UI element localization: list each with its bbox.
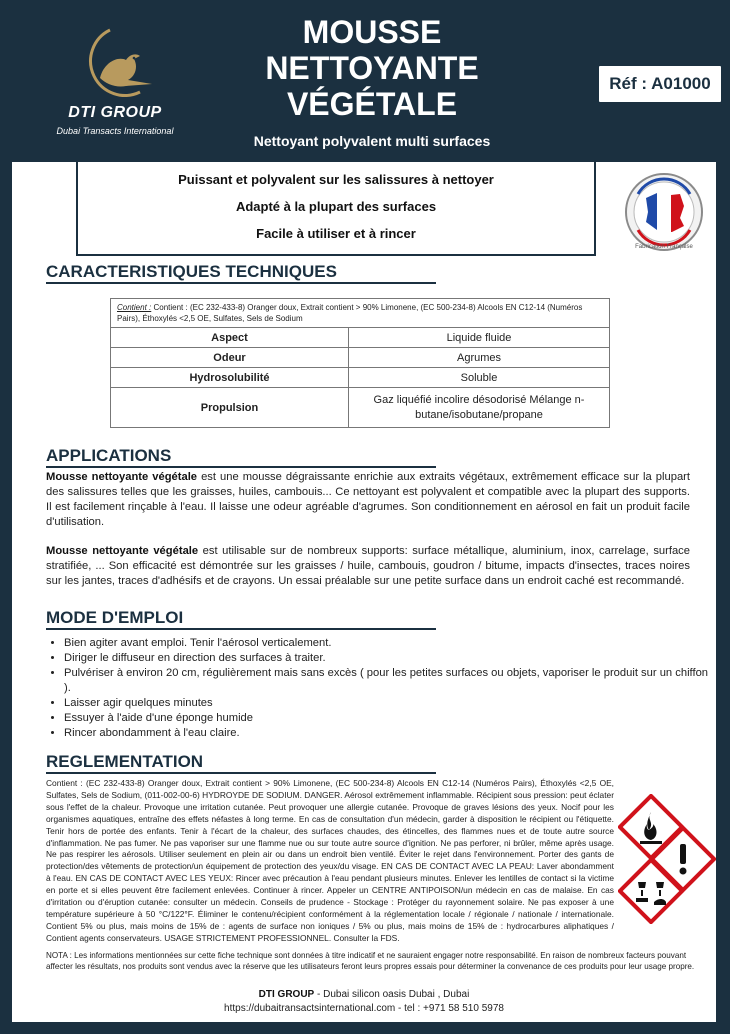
feature-2: Adapté à la plupart des surfaces [235,199,437,214]
usage-steps-list [46,636,714,741]
product-name-bold: Mousse nettoyante végétale [46,545,199,557]
spec-value: Agrumes [349,348,610,368]
title-line-2: NETTOYANTE [265,50,479,86]
table-row [111,368,610,388]
list-item: • Laisser agir quelques minutes [64,696,714,711]
spec-value: Soluble [349,368,610,388]
footer-address: - Dubai silicon oasis Dubai , Dubai [314,989,470,1000]
spec-label: Odeur [111,348,349,368]
made-in-france-badge-icon [624,172,704,252]
list-item: • Pulvériser à environ 20 cm, régulièrement mais sans excès ( pour les petites surfaces ou objets, vaporiser le produit sur un chiffon ). [64,666,714,696]
list-item: • Rincer abondamment à l'eau claire. [64,726,714,741]
disclaimer-note: NOTA : Les informations mentionnées sur cette fiche technique sont données à titre indicatif et ne sauraient engager notre responsabilité. En raison de nombreux facteurs pouvant affecter les résultats, nos produits sont vendus avec la réserve que les utilisateurs feront leurs propres essais pour déterminer la convenance de ces produits pour leur usage propre. [46,951,695,971]
reference-badge: Réf : A01000 [598,65,722,103]
title-line-3: VÉGÉTALE [286,86,458,122]
applications-heading: APPLICATIONS [46,446,436,468]
feature-3: Facile à utiliser et à rincer [256,226,416,241]
product-subtitle: Nettoyant polyvalent multi surfaces [253,133,491,149]
company-logo [40,24,190,140]
specs-table [110,298,610,428]
list-item: • Diriger le diffuseur en direction des surfaces à traiter. [64,651,714,666]
list-item: • Essuyer à l'aide d'une éponge humide [64,711,714,726]
corrosive-hazard-icon [618,858,684,924]
logo-name: DTI GROUP [68,104,162,121]
badge-text: Fabrication Française [635,244,693,250]
regulation-text: Contient : (EC 232-433-8) Oranger doux, Extrait contient > 90% Limonene, (EC 500-234-8) Alcools EN C12-14 (Numéros Pairs), Éthoxylés <2,5 OE, Sulfates, Sels de Sodium, (011-002-00-6) HYDROYDE DE SODIUM. DANGER. Aérosol extrêmement inflammable. Récipient sous pression: peut éclater sous l'effet de la chaleur. Provoque une irritation cutanée. Peut provoquer une allergie cutanée. Provoque de graves lésions des yeux. Nocif pour les organismes aquatiques, entraîne des effets néfastes à long terme. En cas de consultation d'un médecin, garder à disposition le récipient ou l'étiquette. Tenir hors de portée des enfants. Tenir à l'écart de la chaleur, des surfaces chaudes, des étincelles, des flammes nues et de toute autre source d'inflammation. Ne pas fumer. Ne pas vaporiser sur une flamme nue ou sur toute autre source d'ignition. Ne pas perforer, ni brûler, même après usage. Ne pas respirer les aérosols. Utiliser seulement en plein air ou dans un endroit bien ventilé. Éviter le rejet dans l'environnement. Porter des gants de protection/des vêtements de protection/un équipement de protection des yeux/du visage. EN CAS DE CONTACT AVEC LA PEAU: Laver abondamment à l'eau. EN CAS DE CONTACT AVEC LES YEUX: Rincer avec précaution à l'eau pendant plusieurs minutes. Enlever les lentilles de contact si la victime en porte et si elles peuvent être facilement enlevées. Continuer à rincer. Appeler un CENTRE ANTIPOISON/un médecin en cas de malaise. En cas d'irritation ou d'éruption cutanée: consulter un médecin. Conseils de prudence - Stockage : Protéger du rayonnement solaire. Ne pas exposer à une température supérieure à 50 °C/122°F. Éliminer le contenu/récipient conformément à la réglementation locale / régionale / nationale / internationale. Contient 5% ou plus, mais moins de 15% de : agents de surface non ioniques / 5% ou plus, mais moins de 15% de : hydrocarbures aliphatiques / Contient agents conservateurs. USAGE STRICTEMENT PROFESSIONNEL. Consulter la FDS. [46,778,614,943]
list-item: • Bien agiter avant emploi. Tenir l'aérosol verticalement. [64,636,714,651]
applications-paragraph-1 [46,470,690,530]
footer [12,988,716,1016]
paragraph-text: est utilisable sur de nombreux supports: surface métallique, aluminium, inox, carrelage, surface stratifiée, ... Son efficacité est démontrée sur les graisses / huile, cambouis, goudron / bitume, impacts d'insectes, traces noires sur les jantes, traces d'adhésifs et de crayons. Un essai préalable sur une petite surface dans un endroit caché est recommandé. [46,545,691,587]
header [12,10,716,162]
spec-label: Hydrosolubilité [111,368,349,388]
spec-value: Gaz liquéfié incolire désodorisé Mélange n-butane/isobutane/propane [349,388,610,428]
bird-logo-icon [70,26,160,100]
contents-text: Contient : (EC 232-433-8) Oranger doux, Extrait contient > 90% Limonene, (EC 500-234-8) Alcools EN C12-14 (Numéros Pairs), Éthoxylés <2,5 OE, Sulfates, Sels de Sodium [117,303,583,323]
logo-tagline: Dubai Transacts International [56,126,174,136]
table-row [111,348,610,368]
feature-1: Puissant et polyvalent sur les salissures à nettoyer [178,172,494,187]
footer-company: DTI GROUP [258,989,315,1000]
title-line-1: MOUSSE [302,14,442,50]
product-name-bold: Mousse nettoyante végétale [46,471,198,483]
paragraph-text: est une mousse dégraissante enrichie aux extraits végétaux, extrêmement efficace sur la plupart des salissures telles que les graisses, huiles, cambouis... Ce nettoyant est polyvalent et compatible avec la plupart des supports. Il est facilement rinçable à l'eau. Il laisse une odeur agréable d'agrumes. Son conditionnement en aérosol en fait un produit facile d'utilisation. [46,471,690,528]
table-row [111,388,610,428]
applications-paragraph-2 [46,544,690,589]
spec-label: Propulsion [111,388,349,428]
contents-label: Contient : [117,303,152,312]
datasheet-page [12,10,716,1022]
regulation-heading: REGLEMENTATION [46,752,436,774]
specs-heading: CARACTERISTIQUES TECHNIQUES [46,262,436,284]
contents-cell [111,299,610,328]
footer-address-line [12,988,716,1002]
table-row [111,328,610,348]
key-features-box [76,162,596,256]
spec-label: Aspect [111,328,349,348]
spec-value: Liquide fluide [349,328,610,348]
footer-contact[interactable]: https://dubaitransactsinternational.com - tel : +971 58 510 5978 [224,1003,504,1014]
product-title [192,14,552,122]
mode-heading: MODE D'EMPLOI [46,608,436,630]
table-row [111,299,610,328]
